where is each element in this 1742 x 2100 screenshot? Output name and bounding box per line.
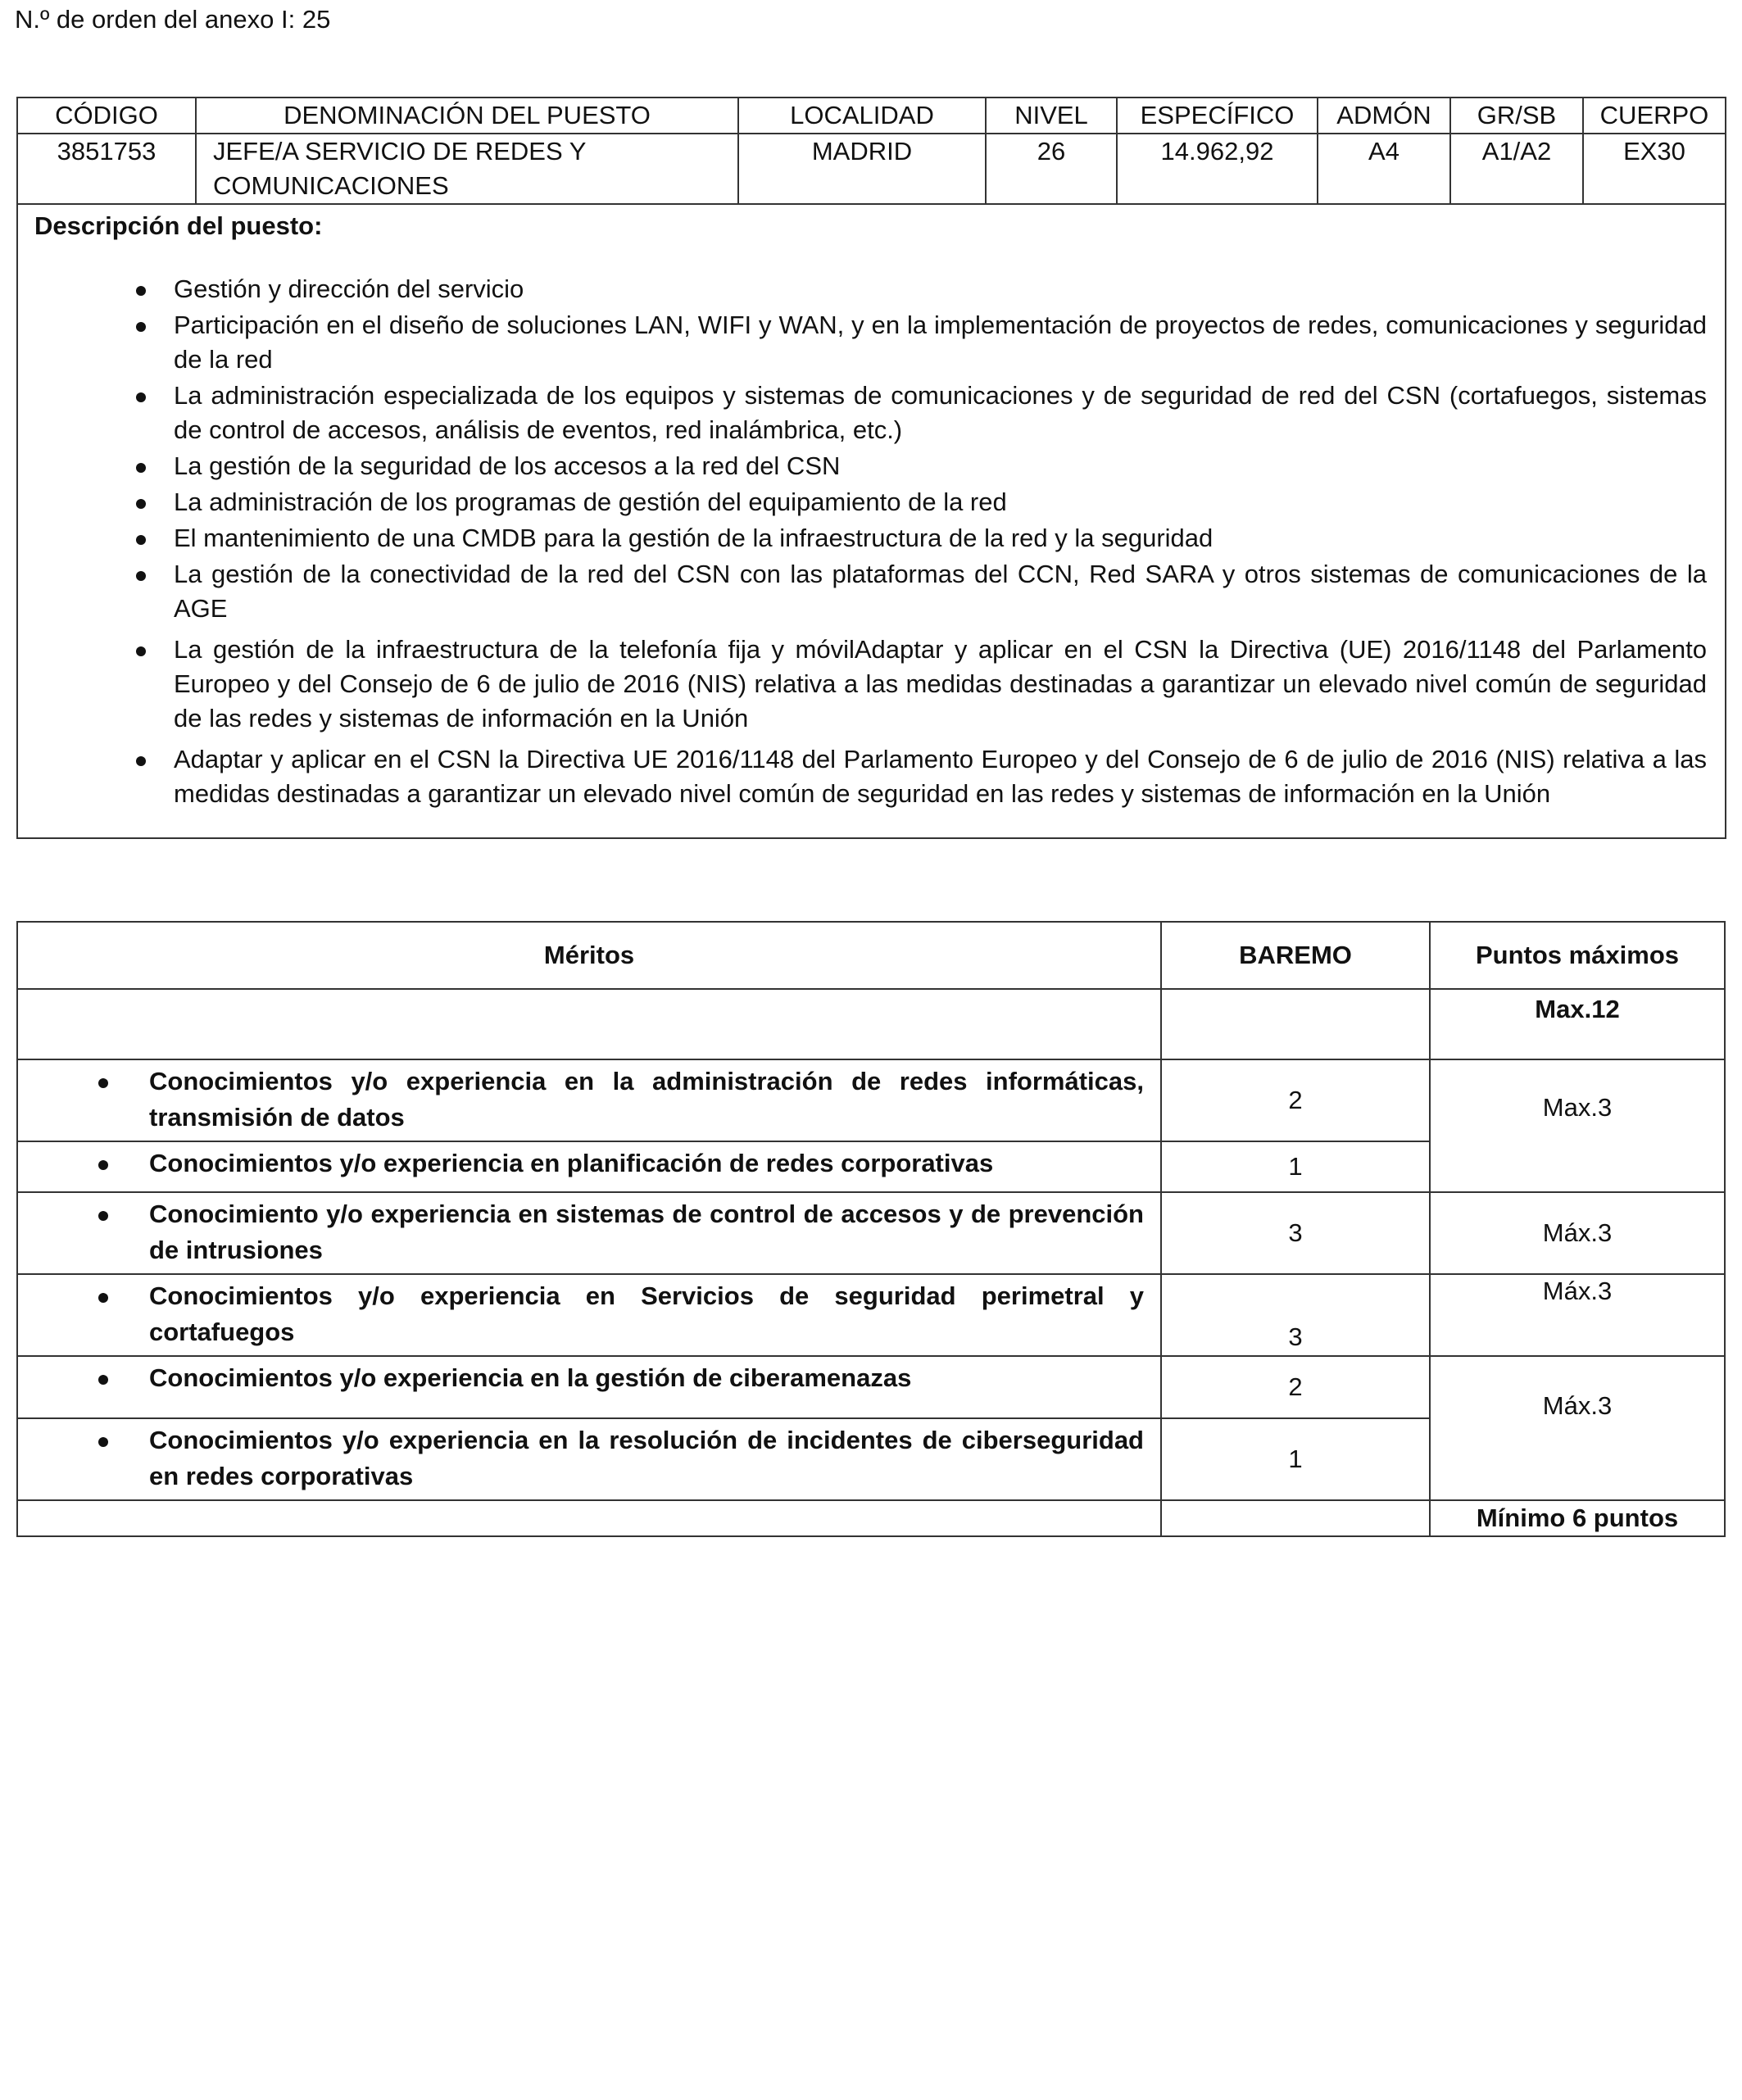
- empty-cell: [17, 989, 1161, 1059]
- list-item: [34, 633, 1707, 736]
- bullet-icon: [136, 756, 146, 766]
- list-item-text: El mantenimiento de una CMDB para la gestión de la infraestructura de la red y la seguridad: [174, 524, 1214, 552]
- col-especifico: ESPECÍFICO: [1117, 98, 1318, 134]
- bullet-icon: [98, 1078, 108, 1088]
- bullet-icon: [136, 392, 146, 402]
- baremo-value: 1: [1161, 1141, 1430, 1192]
- list-item: [34, 272, 1707, 306]
- merits-header-row: [17, 922, 1725, 989]
- bullet-icon: [98, 1375, 108, 1385]
- baremo-value: 2: [1161, 1356, 1430, 1418]
- list-item: [34, 557, 1707, 626]
- baremo-value: 3: [1161, 1274, 1430, 1356]
- merit-text: Conocimientos y/o experiencia en la resolución de incidentes de ciberseguridad en redes corporativas: [149, 1426, 1144, 1490]
- col-denominacion: DENOMINACIÓN DEL PUESTO: [196, 98, 738, 134]
- max-value: Máx.3: [1430, 1356, 1725, 1500]
- list-item-text: La gestión de la seguridad de los accesos a la red del CSN: [174, 451, 841, 480]
- list-item-text: Adaptar y aplicar en el CSN la Directiva UE 2016/1148 del Parlamento Europeo y del Consejo de 6 de julio de 2016 (NIS) relativa a las medidas destinadas a garantizar un elevado nivel común de seguridad en las redes y sistemas de información en la Unión: [174, 745, 1707, 808]
- job-position-table: [16, 97, 1726, 839]
- minimum-points: Mínimo 6 puntos: [1430, 1500, 1725, 1536]
- merit-text: Conocimientos y/o experiencia en planificación de redes corporativas: [149, 1149, 994, 1177]
- annex-order-number: N.º de orden del anexo I: 25: [15, 5, 331, 34]
- nivel-value: 26: [986, 134, 1117, 204]
- merit-item: [17, 1356, 1161, 1418]
- list-item-text: La administración especializada de los equipos y sistemas de comunicaciones y de seguridad de red del CSN (cortafuegos, sistemas de control de accesos, análisis de eventos, red inalámbrica, etc.): [174, 381, 1707, 444]
- bullet-icon: [136, 322, 146, 332]
- total-max: Max.12: [1430, 989, 1725, 1059]
- baremo-value: 2: [1161, 1059, 1430, 1141]
- description-row: [17, 204, 1726, 838]
- table-row: [17, 1192, 1725, 1274]
- empty-cell: [17, 1500, 1161, 1536]
- col-codigo: CÓDIGO: [17, 98, 196, 134]
- description-list: [34, 272, 1707, 811]
- bullet-icon: [98, 1437, 108, 1447]
- merit-item: [17, 1274, 1161, 1356]
- header-row: [17, 98, 1726, 134]
- bullet-icon: [136, 571, 146, 581]
- especifico-value: 14.962,92: [1117, 134, 1318, 204]
- list-item-text: La administración de los programas de gestión del equipamiento de la red: [174, 488, 1007, 516]
- empty-cell: [1161, 989, 1430, 1059]
- list-item: [34, 379, 1707, 447]
- merit-text: Conocimientos y/o experiencia en la gestión de ciberamenazas: [149, 1363, 912, 1392]
- list-item-text: La gestión de la infraestructura de la telefonía fija y móvilAdaptar y aplicar en el CSN la Directiva (UE) 2016/1148 del Parlamento Europeo y del Consejo de 6 de julio de 2016 (NIS) relativa a las medidas destinadas a garantizar un elevado nivel común de seguridad de las redes y sistemas de información en la Unión: [174, 635, 1707, 733]
- col-grsb: GR/SB: [1450, 98, 1583, 134]
- localidad-value: MADRID: [738, 134, 986, 204]
- bullet-icon: [98, 1293, 108, 1303]
- total-row: [17, 989, 1725, 1059]
- bullet-icon: [136, 463, 146, 473]
- list-item: [34, 521, 1707, 556]
- table-row: [17, 1059, 1725, 1141]
- bullet-icon: [136, 646, 146, 656]
- admon-value: A4: [1318, 134, 1450, 204]
- list-item: [34, 485, 1707, 519]
- description-cell: [17, 204, 1726, 838]
- minimum-row: [17, 1500, 1725, 1536]
- grsb-value: A1/A2: [1450, 134, 1583, 204]
- list-item-text: Participación en el diseño de soluciones LAN, WIFI y WAN, y en la implementación de proyectos de redes, comunicaciones y seguridad de la red: [174, 311, 1707, 374]
- merit-item: [17, 1059, 1161, 1141]
- list-item: [34, 449, 1707, 483]
- max-value: Máx.3: [1430, 1274, 1725, 1356]
- col-admon: ADMÓN: [1318, 98, 1450, 134]
- puntos-header: Puntos máximos: [1430, 922, 1725, 989]
- baremo-value: 1: [1161, 1418, 1430, 1500]
- list-item-text: La gestión de la conectividad de la red del CSN con las plataformas del CCN, Red SARA y otros sistemas de comunicaciones de la AGE: [174, 560, 1707, 623]
- bullet-icon: [98, 1211, 108, 1221]
- max-value: Máx.3: [1430, 1192, 1725, 1274]
- table-row: [17, 1274, 1725, 1356]
- denominacion-value: JEFE/A SERVICIO DE REDES Y COMUNICACIONES: [196, 134, 738, 204]
- col-cuerpo: CUERPO: [1583, 98, 1726, 134]
- max-value: Max.3: [1430, 1059, 1725, 1192]
- list-item: [34, 308, 1707, 377]
- merit-text: Conocimiento y/o experiencia en sistemas de control de accesos y de prevención de intrusiones: [149, 1200, 1144, 1264]
- list-item-text: Gestión y dirección del servicio: [174, 274, 524, 303]
- list-item: [34, 742, 1707, 811]
- table-row: [17, 1356, 1725, 1418]
- description-label: Descripción del puesto:: [34, 211, 323, 240]
- bullet-icon: [136, 535, 146, 545]
- merit-item: [17, 1418, 1161, 1500]
- col-nivel: NIVEL: [986, 98, 1117, 134]
- baremo-value: 3: [1161, 1192, 1430, 1274]
- bullet-icon: [98, 1160, 108, 1170]
- bullet-icon: [136, 286, 146, 296]
- cuerpo-value: EX30: [1583, 134, 1726, 204]
- merits-table: [16, 921, 1726, 1537]
- bullet-icon: [136, 499, 146, 509]
- table-row: [17, 134, 1726, 204]
- merit-item: [17, 1141, 1161, 1192]
- merits-header: Méritos: [17, 922, 1161, 989]
- merit-item: [17, 1192, 1161, 1274]
- codigo-value: 3851753: [17, 134, 196, 204]
- merit-text: Conocimientos y/o experiencia en la administración de redes informáticas, transmisión de datos: [149, 1067, 1144, 1132]
- col-localidad: LOCALIDAD: [738, 98, 986, 134]
- merit-text: Conocimientos y/o experiencia en Servicios de seguridad perimetral y cortafuegos: [149, 1281, 1144, 1346]
- empty-cell: [1161, 1500, 1430, 1536]
- baremo-header: BAREMO: [1161, 922, 1430, 989]
